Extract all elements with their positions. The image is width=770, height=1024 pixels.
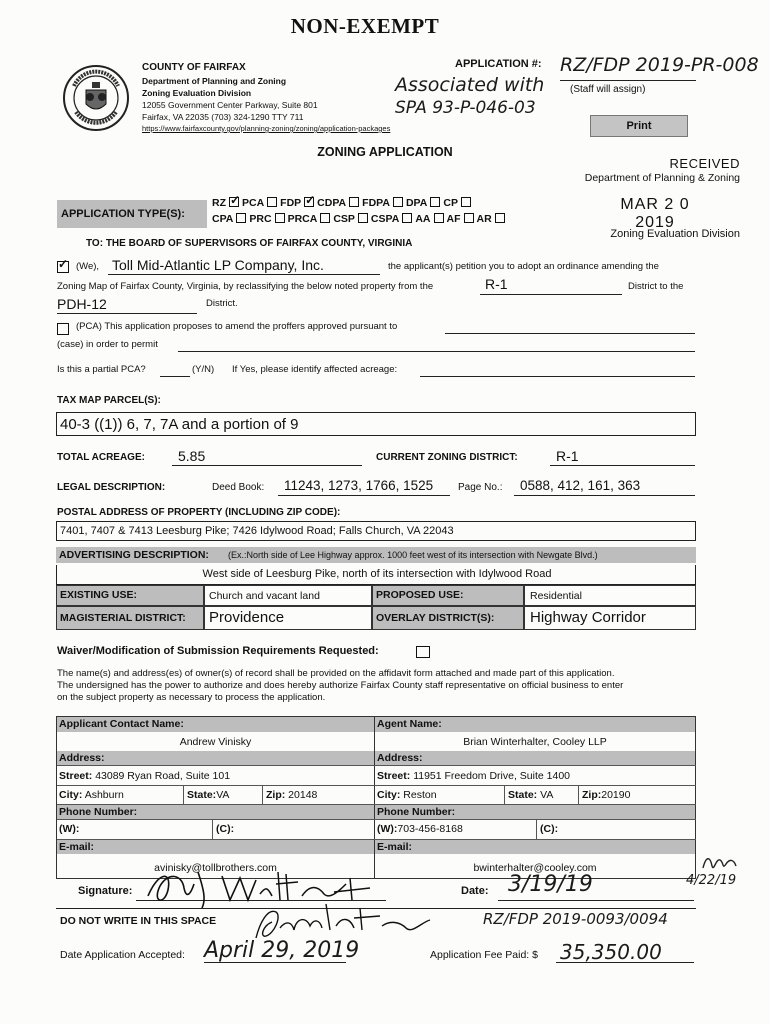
applicant-address-header-cell	[57, 751, 374, 765]
app-type-option-csp[interactable]	[333, 213, 368, 225]
county-name: COUNTY OF FAIRFAX	[142, 62, 246, 73]
signature-date-handwritten[interactable]: 3/19/19	[508, 872, 593, 897]
signature-label: Signature:	[78, 885, 133, 897]
agent-cell-phone-field[interactable]: (C):	[540, 823, 559, 835]
disclaimer-line: The name(s) and address(es) of owner(s) of record shall be provided on the affidavit form attached and made part of this application.	[57, 668, 615, 679]
applicant-zip-row[interactable]	[266, 789, 317, 801]
applicant-email-header-cell	[57, 840, 374, 854]
city-label: City:	[59, 789, 83, 801]
app-type-code: PRC	[249, 213, 272, 225]
app-type-option-fdp[interactable]	[280, 197, 314, 209]
advertising-value: West side of Leesburg Pike, north of its intersection with Idylwood Road	[202, 568, 552, 580]
legal-description-label: LEGAL DESCRIPTION:	[57, 482, 166, 493]
street-label: Street:	[59, 770, 93, 782]
agent-street-value: 11951 Freedom Drive, Suite 1400	[413, 770, 571, 782]
from-district-field[interactable]: R-1	[485, 276, 508, 292]
county-dept: Department of Planning and Zoning	[142, 76, 287, 86]
app-type-checkbox[interactable]	[349, 197, 359, 207]
existing-use-label: EXISTING USE:	[60, 589, 138, 601]
postal-address-field[interactable]	[56, 521, 696, 541]
agent-name-header: Agent Name:	[377, 718, 442, 730]
district-label: District.	[206, 298, 238, 309]
state-label: State:	[187, 789, 217, 801]
app-type-checkbox[interactable]	[320, 213, 330, 223]
advertising-example: (Ex.:North side of Lee Highway approx. 1000 feet west of its intersection with Newgate Blvd.)	[228, 550, 598, 560]
app-type-code: CSPA	[370, 213, 400, 225]
county-seal-logo	[62, 64, 130, 132]
zoning-application-title: ZONING APPLICATION	[317, 145, 453, 159]
app-type-option-cspa[interactable]	[371, 213, 412, 225]
tax-map-value: 40-3 ((1)) 6, 7, 7A and a portion of 9	[60, 416, 299, 433]
app-type-checkbox[interactable]	[434, 213, 444, 223]
received-stamp-line1: RECEIVED	[669, 156, 740, 171]
partial-pca-question: Is this a partial PCA?	[57, 364, 146, 375]
received-stamp-line2: Department of Planning & Zoning	[584, 172, 740, 184]
date-accepted-handwritten: April 29, 2019	[204, 938, 360, 963]
app-type-checkbox[interactable]	[229, 197, 239, 207]
disclaimer-line: The undersigned has the power to authorize and does hereby authorize Fairfax County staff representative on official business to enter	[57, 680, 624, 691]
app-type-option-af[interactable]	[447, 213, 474, 225]
agent-work-phone-value: 703-456-8168	[397, 823, 463, 835]
waiver-label: Waiver/Modification of Submission Requirements Requested:	[57, 645, 379, 657]
existing-use-field[interactable]	[204, 585, 372, 606]
applicant-work-phone-field[interactable]: (W):	[59, 823, 80, 835]
proposed-use-field[interactable]	[524, 585, 696, 606]
app-type-checkbox[interactable]	[236, 213, 246, 223]
received-stamp-line3: Zoning Evaluation Division	[610, 228, 740, 240]
app-type-code: AF	[446, 213, 461, 225]
app-type-option-prc[interactable]	[249, 213, 284, 225]
app-type-code: AA	[415, 213, 431, 225]
petition-text: the applicant(s) petition you to adopt an ordinance amending the	[388, 261, 659, 272]
proposed-use-label: PROPOSED USE:	[376, 589, 464, 601]
applicant-name-value[interactable]: Andrew Vinisky	[179, 736, 252, 748]
magisterial-district-label: MAGISTERIAL DISTRICT:	[60, 612, 186, 624]
application-number-handwritten: RZ/FDP 2019-PR-008	[560, 54, 759, 76]
zip-label: Zip:	[266, 789, 286, 801]
zoning-map-text: Zoning Map of Fairfax County, Virginia, by reclassifying the below noted property from the	[57, 281, 434, 292]
applicant-city-value: Ashburn	[84, 789, 124, 801]
app-type-checkbox[interactable]	[275, 213, 285, 223]
applicant-email-value[interactable]: avinisky@tollbrothers.com	[154, 862, 277, 874]
application-number-label: APPLICATION #:	[455, 58, 542, 70]
app-type-code: FDP	[280, 197, 302, 209]
applicant-phone-label: Phone Number:	[59, 806, 138, 818]
postal-address-value: 7401, 7407 & 7413 Leesburg Pike; 7426 Idylwood Road; Falls Church, VA 22043	[60, 525, 454, 537]
applicant-street-row[interactable]	[59, 770, 230, 782]
pca-case-text: (case) in order to permit	[57, 339, 158, 350]
app-type-checkbox[interactable]	[495, 213, 505, 223]
proposed-use-value: Residential	[530, 590, 582, 602]
tax-map-label: TAX MAP PARCEL(S):	[57, 395, 161, 406]
app-type-code: CSP	[333, 213, 355, 225]
board-of-supervisors-line: TO: THE BOARD OF SUPERVISORS OF FAIRFAX COUNTY, VIRGINIA	[86, 238, 413, 249]
agent-zip-row[interactable]	[582, 789, 630, 801]
yn-label: (Y/N)	[192, 364, 215, 375]
to-district-field[interactable]: PDH-12	[57, 296, 107, 312]
agent-address-header-cell	[375, 751, 695, 765]
app-type-option-dpa[interactable]	[406, 197, 440, 209]
overlay-label-cell	[372, 606, 524, 630]
app-type-checkbox[interactable]	[464, 213, 474, 223]
applicant-street-value: 43089 Ryan Road, Suite 101	[95, 770, 231, 782]
agent-city-row[interactable]	[377, 789, 437, 801]
received-stamp-date: MAR 2 0 2019	[620, 196, 690, 231]
app-type-checkbox[interactable]	[461, 197, 471, 207]
app-type-option-pca[interactable]	[242, 197, 277, 209]
advertising-field[interactable]	[56, 565, 696, 585]
applicant-state-row[interactable]	[187, 789, 229, 801]
non-exempt-heading: NON-EXEMPT	[290, 14, 440, 38]
app-type-code: FDPA	[362, 197, 390, 209]
side-date-handwritten: 4/22/19	[686, 873, 737, 888]
app-type-code: RZ	[212, 197, 226, 209]
staff-will-assign-note: (Staff will assign)	[570, 84, 646, 95]
current-zoning-value[interactable]: R-1	[556, 448, 579, 464]
app-type-option-cp[interactable]	[443, 197, 471, 209]
affected-acreage-label: If Yes, please identify affected acreage:	[232, 364, 398, 375]
applicant-address-label: Address:	[59, 752, 105, 764]
app-type-code: AR	[476, 213, 492, 225]
overlay-district-value: Highway Corridor	[530, 609, 646, 626]
date-accepted-label: Date Application Accepted:	[60, 949, 185, 961]
county-url-link[interactable]: https://www.fairfaxcounty.gov/planning-zoning/zoning/application-packages	[142, 124, 391, 133]
app-type-checkbox[interactable]	[304, 197, 314, 207]
applicant-phone-header-cell	[57, 805, 374, 819]
fee-paid-handwritten: 35,350.00	[560, 940, 662, 964]
app-type-checkbox[interactable]	[430, 197, 440, 207]
agent-state-value: VA	[540, 789, 554, 801]
pca-checkbox[interactable]	[57, 320, 69, 338]
app-type-code: CDPA	[317, 197, 347, 209]
agent-phone-header-cell	[375, 805, 695, 819]
agent-address-label: Address:	[377, 752, 423, 764]
disclaimer-text	[57, 668, 623, 704]
fee-paid-label: Application Fee Paid: $	[430, 949, 538, 961]
pca-text: (PCA) This application proposes to amend the proffers approved pursuant to	[76, 321, 398, 332]
app-type-option-fdpa[interactable]	[362, 197, 403, 209]
city-label: City:	[377, 789, 401, 801]
app-type-option-rz[interactable]	[212, 197, 239, 209]
agent-email-label: E-mail:	[377, 841, 413, 853]
we-checkbox[interactable]	[57, 258, 69, 276]
app-type-code: PRCA	[287, 213, 318, 225]
current-zoning-label: CURRENT ZONING DISTRICT:	[376, 452, 518, 463]
overlay-district-field[interactable]	[524, 606, 696, 630]
deed-book-value[interactable]: 11243, 1273, 1766, 1525	[284, 478, 434, 493]
agent-state-row[interactable]	[508, 789, 553, 801]
applicant-city-row[interactable]	[59, 789, 124, 801]
zip-label: Zip:	[582, 789, 602, 801]
app-type-code: DPA	[405, 197, 428, 209]
app-type-option-aa[interactable]	[415, 213, 443, 225]
total-acreage-value[interactable]: 5.85	[178, 448, 206, 464]
app-type-option-cdpa[interactable]	[317, 197, 359, 209]
agent-zip-value: 20190	[601, 789, 631, 801]
applicant-zip-value: 20148	[288, 789, 318, 801]
app-type-checkbox[interactable]	[358, 213, 368, 223]
app-type-option-prca[interactable]	[288, 213, 331, 225]
tax-map-field[interactable]	[56, 412, 696, 436]
app-type-code: CP	[443, 197, 458, 209]
app-type-code: PCA	[242, 197, 265, 209]
county-division: Zoning Evaluation Division	[142, 88, 252, 98]
existing-use-label-cell	[56, 585, 204, 606]
print-button[interactable]: Print	[590, 115, 688, 137]
existing-use-value: Church and vacant land	[209, 590, 320, 602]
agent-city-value: Reston	[403, 789, 437, 801]
county-address-1: 12055 Government Center Parkway, Suite 801	[142, 100, 318, 110]
agent-header-cell	[375, 717, 695, 732]
magisterial-district-field[interactable]	[204, 606, 372, 630]
agent-email-value[interactable]: bwinterhalter@cooley.com	[473, 862, 597, 874]
disclaimer-line: on the subject property as necessary to process the application.	[57, 692, 326, 703]
app-type-option-ar[interactable]	[477, 213, 505, 225]
applicant-name-field[interactable]: Toll Mid-Atlantic LP Company, Inc.	[112, 257, 324, 273]
applicant-contact-header: Applicant Contact Name:	[59, 718, 184, 730]
applicant-cell-phone-field[interactable]: (C):	[216, 823, 235, 835]
application-type-options	[212, 197, 508, 229]
applicant-email-label: E-mail:	[59, 841, 95, 853]
agent-phone-label: Phone Number:	[377, 806, 456, 818]
agent-work-phone-row[interactable]	[377, 823, 463, 835]
state-label: State:	[508, 789, 538, 801]
app-type-checkbox[interactable]	[393, 197, 403, 207]
overlay-district-label: OVERLAY DISTRICT(S):	[376, 612, 495, 624]
associated-with-handwritten: Associated with	[395, 74, 545, 96]
app-type-option-cpa[interactable]	[212, 213, 246, 225]
agent-email-header-cell	[375, 840, 695, 854]
spa-number-handwritten: SPA 93-P-046-03	[395, 98, 536, 118]
side-initials-handwritten	[700, 852, 740, 874]
street-label: Street:	[377, 770, 411, 782]
district-to-text: District to the	[628, 281, 684, 292]
w-label: (W):	[377, 823, 398, 835]
applicant-state-value: VA	[216, 789, 230, 801]
magisterial-district-value: Providence	[209, 609, 285, 626]
app-type-checkbox[interactable]	[267, 197, 277, 207]
advertising-header-bar	[56, 547, 696, 563]
agent-name-value[interactable]: Brian Winterhalter, Cooley LLP	[463, 736, 607, 748]
deed-book-label: Deed Book:	[212, 482, 265, 493]
app-type-checkbox[interactable]	[402, 213, 412, 223]
proposed-use-label-cell	[372, 585, 524, 606]
office-case-number-handwritten: RZ/FDP 2019-0093/0094	[483, 910, 668, 928]
date-label: Date:	[461, 885, 489, 897]
we-label: (We),	[76, 261, 100, 272]
county-address-2: Fairfax, VA 22035 (703) 324-1290 TTY 711	[142, 112, 304, 122]
applicant-header-cell	[57, 717, 374, 732]
application-type-label: APPLICATION TYPE(S):	[57, 200, 207, 228]
page-no-value[interactable]: 0588, 412, 161, 363	[520, 478, 641, 493]
app-type-code: CPA	[212, 213, 234, 225]
total-acreage-label: TOTAL ACREAGE:	[57, 452, 145, 463]
postal-address-label: POSTAL ADDRESS OF PROPERTY (INCLUDING ZIP CODE):	[57, 507, 341, 518]
agent-street-row[interactable]	[377, 770, 570, 782]
waiver-checkbox[interactable]	[416, 643, 430, 661]
magisterial-label-cell	[56, 606, 204, 630]
page-no-label: Page No.:	[458, 482, 503, 493]
do-not-write-label: DO NOT WRITE IN THIS SPACE	[60, 915, 217, 927]
advertising-label: ADVERTISING DESCRIPTION:	[59, 549, 209, 561]
